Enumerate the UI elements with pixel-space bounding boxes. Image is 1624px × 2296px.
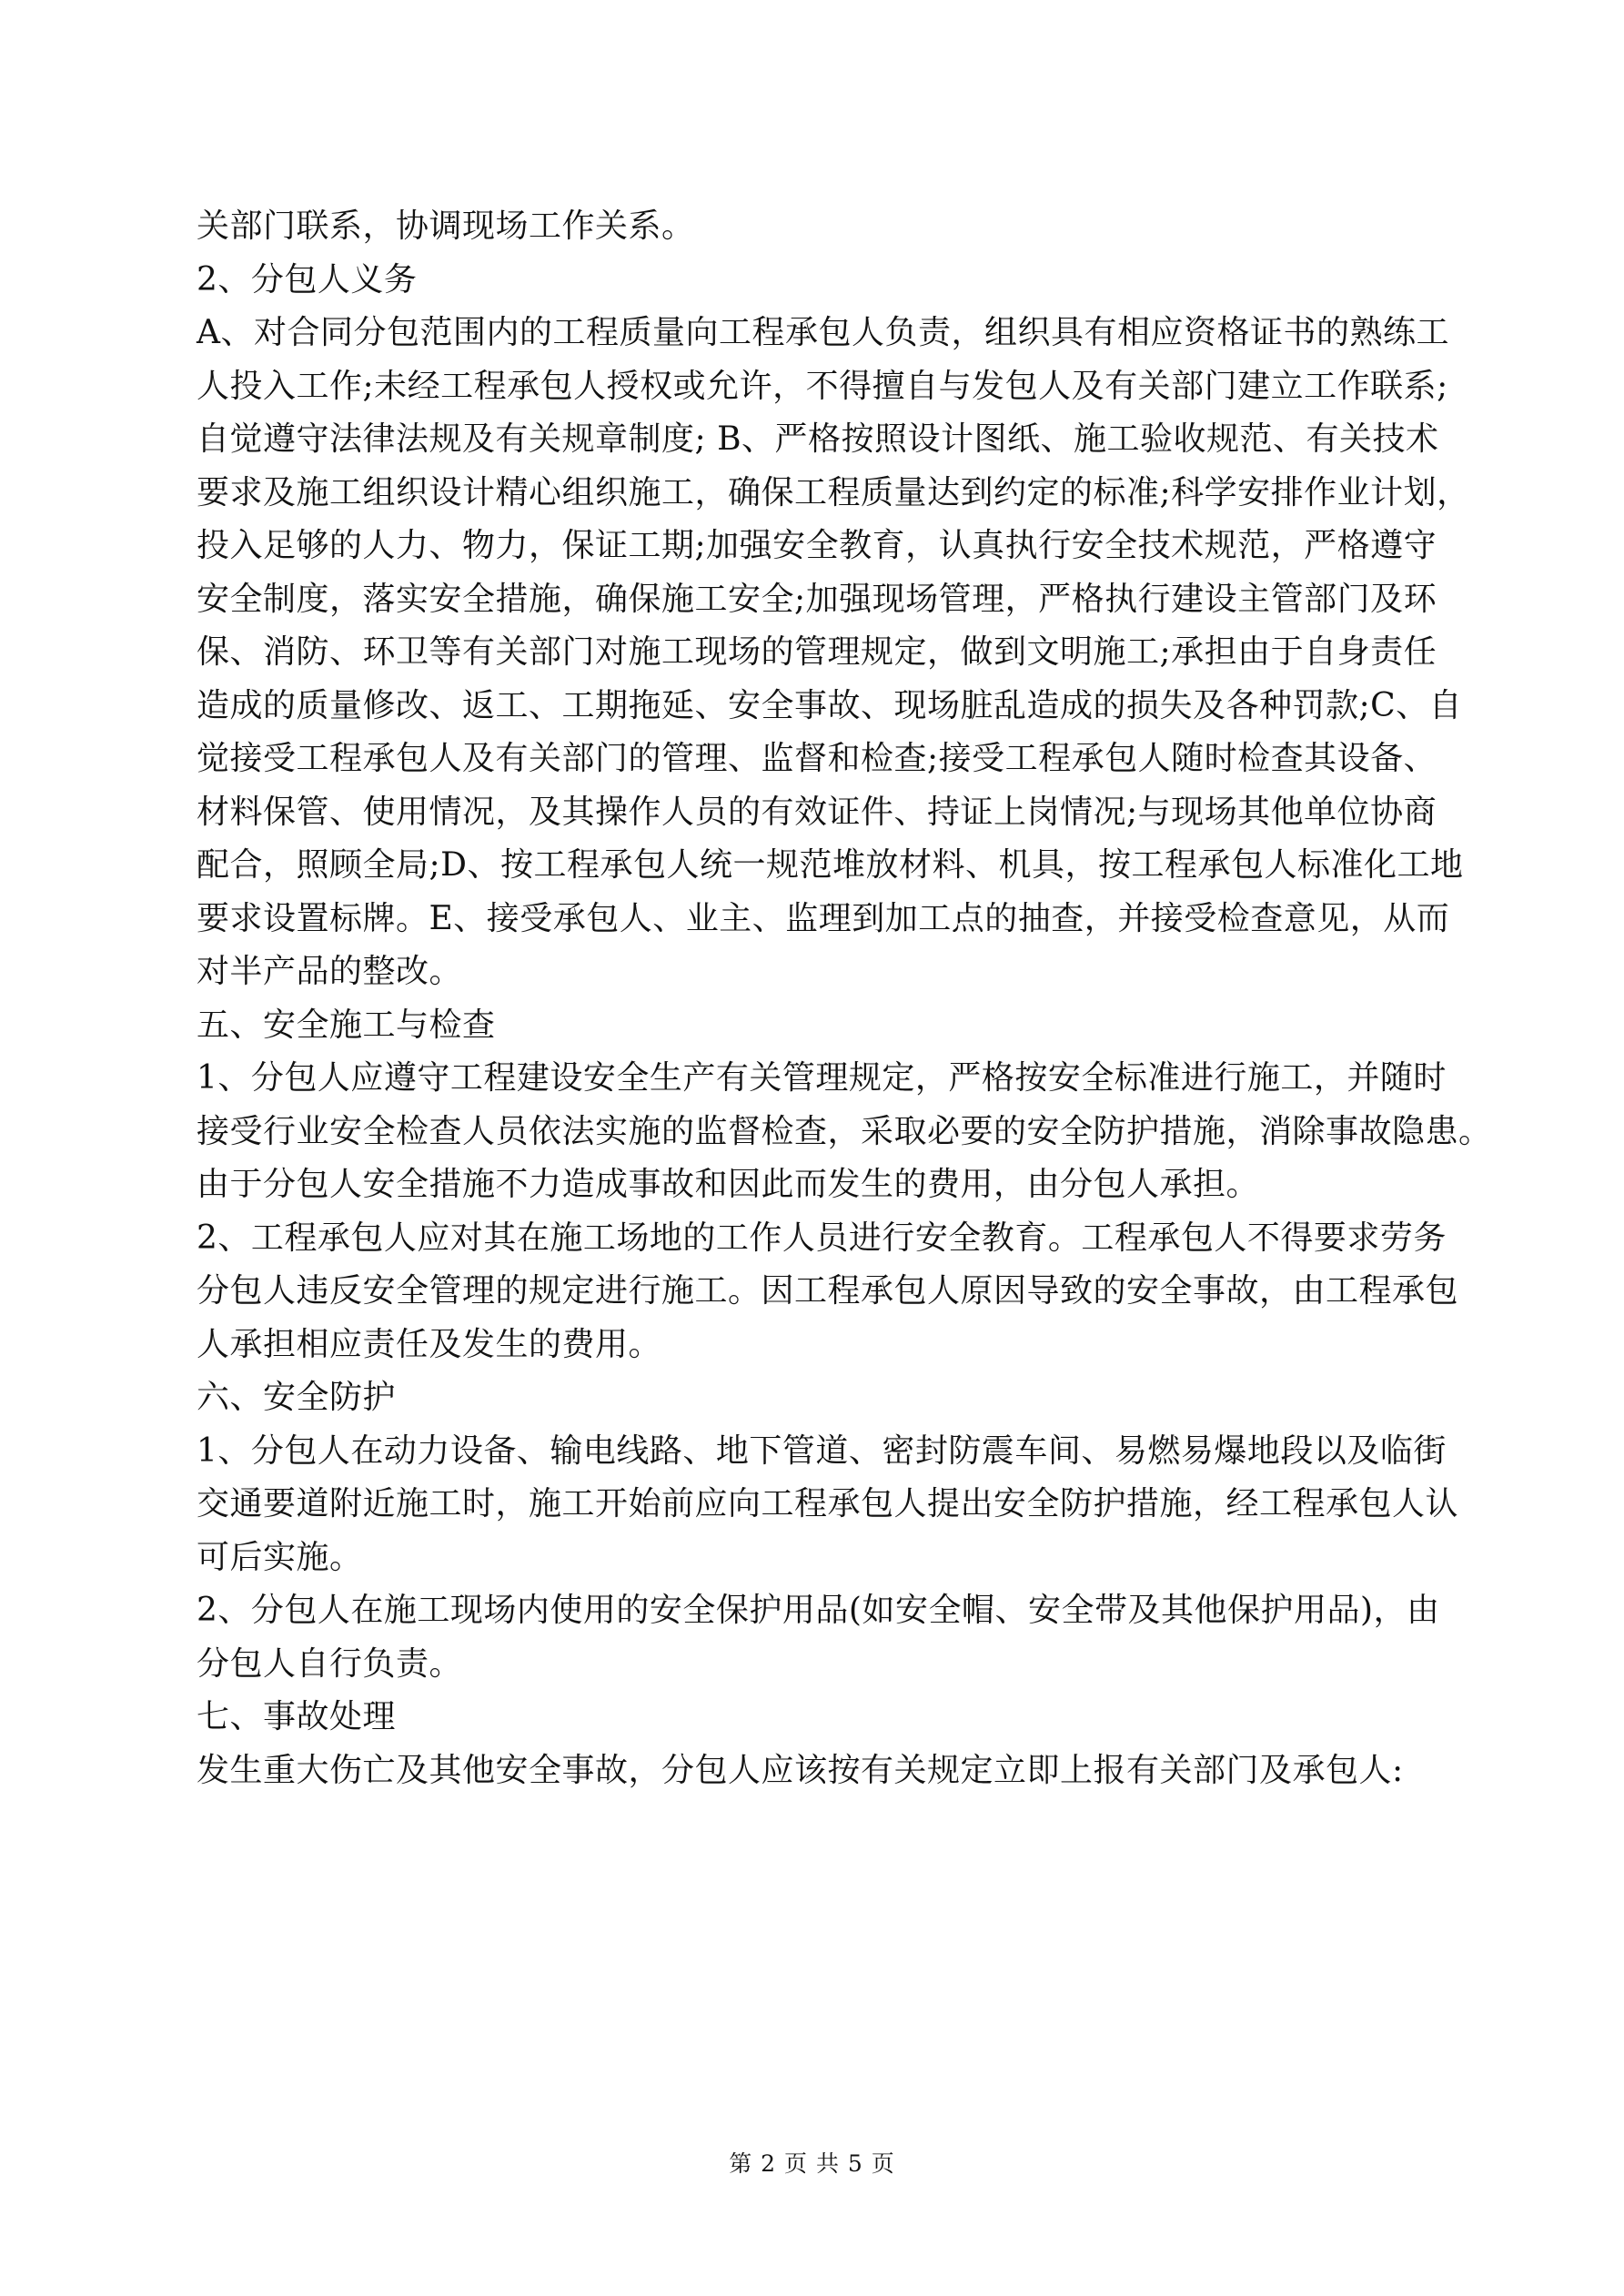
text-line: 配合，照顾全局;D、按工程承包人统一规范堆放材料、机具，按工程承包人标准化工地 [197, 846, 1464, 884]
text-line: 交通要道附近施工时，施工开始前应向工程承包人提出安全防护措施，经工程承包人认 [197, 1485, 1459, 1522]
section-heading: 六、安全防护 [197, 1379, 397, 1416]
text-line: 投入足够的人力、物力，保证工期;加强安全教育，认真执行安全技术规范，严格遵守 [197, 527, 1437, 564]
document-body [197, 200, 1492, 1797]
text-line: 要求及施工组织设计精心组织施工，确保工程质量达到约定的标准;科学安排作业计划， [197, 473, 1470, 511]
text-line: 1、分包人在动力设备、输电线路、地下管道、密封防震车间、易燃易爆地段以及临街 [197, 1431, 1447, 1470]
text-line: 分包人违反安全管理的规定进行施工。因工程承包人原因导致的安全事故，由工程承包 [197, 1272, 1459, 1310]
text-line: 造成的质量修改、返工、工期拖延、安全事故、现场脏乱造成的损失及各种罚款;C、自 [197, 686, 1463, 724]
text-line: 人承担相应责任及发生的费用。 [197, 1325, 662, 1363]
text-line: 人投入工作;未经工程承包人授权或允许，不得擅自与发包人及有关部门建立工作联系; [197, 367, 1448, 405]
text-line: 由于分包人安全措施不力造成事故和因此而发生的费用，由分包人承担。 [197, 1166, 1260, 1203]
text-line: 保、消防、环卫等有关部门对施工现场的管理规定，做到文明施工;承担由于自身责任 [197, 633, 1437, 671]
text-line: 自觉遵守法律法规及有关规章制度; B、严格按照设计图纸、施工验收规范、有关技术 [197, 420, 1439, 458]
section-heading: 2、分包人义务 [197, 260, 418, 298]
text-line: 觉接受工程承包人及有关部门的管理、监督和检查;接受工程承包人随时检查其设备、 [197, 740, 1437, 777]
section-heading: 五、安全施工与检查 [197, 1006, 496, 1044]
section-heading: 七、事故处理 [197, 1698, 397, 1735]
text-line: 材料保管、使用情况，及其操作人员的有效证件、持证上岗情况;与现场其他单位协商 [197, 793, 1437, 831]
text-line: 2、工程承包人应对其在施工场地的工作人员进行安全教育。工程承包人不得要求劳务 [197, 1219, 1447, 1257]
text-line: 发生重大伤亡及其他安全事故，分包人应该按有关规定立即上报有关部门及承包人: [197, 1751, 1404, 1789]
text-line: 1、分包人应遵守工程建设安全生产有关管理规定，严格按安全标准进行施工，并随时 [197, 1059, 1447, 1097]
text-line: 2、分包人在施工现场内使用的安全保护用品(如安全帽、安全带及其他保护用品)，由 [197, 1592, 1440, 1629]
text-line: 分包人自行负责。 [197, 1644, 463, 1683]
text-line: 可后实施。 [197, 1538, 363, 1576]
text-line: 安全制度，落实安全措施，确保施工安全;加强现场管理，严格执行建设主管部门及环 [197, 580, 1437, 618]
text-line: 对半产品的整改。 [197, 953, 463, 990]
text-line: 接受行业安全检查人员依法实施的监督检查，采取必要的安全防护措施，消除事故隐患。 [197, 1112, 1492, 1150]
text-line: 要求设置标牌。E、接受承包人、业主、监理到加工点的抽查，并接受检查意见，从而 [197, 899, 1450, 937]
text-line: A、对合同分包范围内的工程质量向工程承包人负责，组织具有相应资格证书的熟练工 [197, 314, 1449, 351]
page-number: 第 2 页 共 5 页 [729, 2150, 895, 2177]
page-footer [0, 2150, 1624, 2178]
text-line: 关部门联系，协调现场工作关系。 [197, 207, 695, 245]
